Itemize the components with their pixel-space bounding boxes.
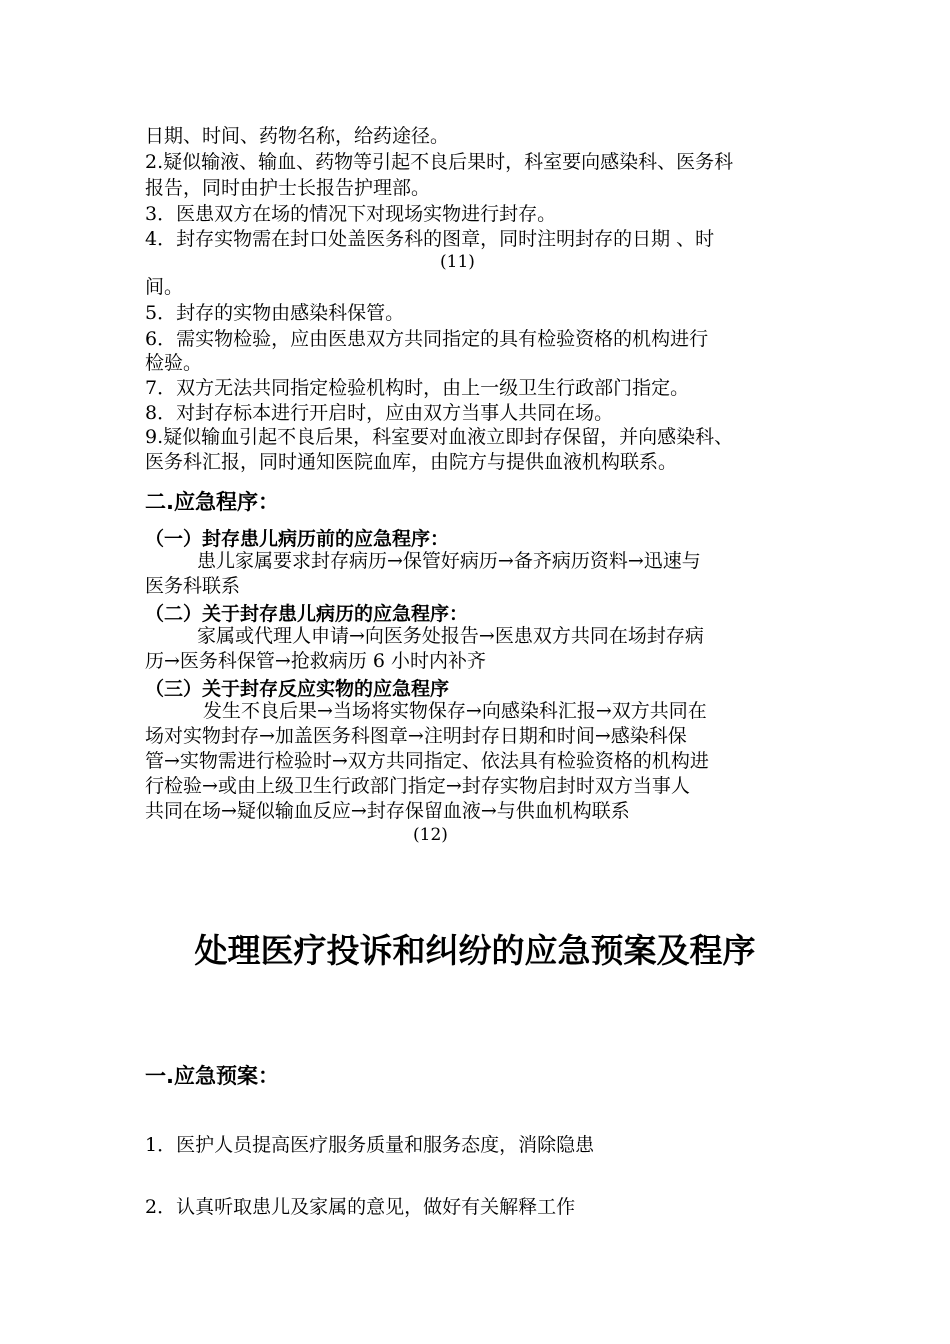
text-line: 2.疑似输液、输血、药物等引起不良后果时，科室要向感染科、医务科 xyxy=(145,151,734,173)
text-line: 家属或代理人申请→向医务处报告→医患双方共同在场封存病 xyxy=(197,625,704,647)
text-line: 发生不良后果→当场将实物保存→向感染科汇报→双方共同在 xyxy=(203,700,707,722)
section-heading: 一.应急预案： xyxy=(145,1064,279,1088)
list-item: 2．认真听取患儿及家属的意见，做好有关解释工作 xyxy=(145,1196,576,1218)
text-line: 管→实物需进行检验时→双方共同指定、依法具有检验资格的机构进 xyxy=(145,750,709,772)
text-line: 行检验→或由上级卫生行政部门指定→封存实物启封时双方当事人 xyxy=(145,775,690,797)
text-line: 报告，同时由护士长报告护理部。 xyxy=(145,177,431,199)
text-line: 医务科联系 xyxy=(145,575,241,597)
text-line: 患儿家属要求封存病历→保管好病历→备齐病历资料→迅速与 xyxy=(197,550,701,572)
text-line: 检验。 xyxy=(145,352,203,374)
section-heading: 二.应急程序： xyxy=(145,490,279,514)
text-line: 日期、时间、药物名称，给药途径。 xyxy=(145,125,450,147)
text-line: 医务科汇报，同时通知医院血库，由院方与提供血液机构联系。 xyxy=(145,451,678,473)
text-line: 共同在场→疑似输血反应→封存保留血液→与供血机构联系 xyxy=(145,800,630,822)
list-item: 1．医护人员提高医疗服务质量和服务态度，消除隐患 xyxy=(145,1134,595,1156)
text-line: 4．封存实物需在封口处盖医务科的图章，同时注明封存的日期 、时 xyxy=(145,228,715,250)
text-line: 9.疑似输血引起不良后果，科室要对血液立即封存保留，并向感染科、 xyxy=(145,426,734,448)
subsection-heading: （二）关于封存患儿病历的应急程序： xyxy=(145,603,469,625)
text-line: 8．对封存标本进行开启时，应由双方当事人共同在场。 xyxy=(145,402,614,424)
text-line: 场对实物封存→加盖医务科图章→注明封存日期和时间→感染科保 xyxy=(145,725,687,747)
page-number: (11) xyxy=(440,252,475,272)
subsection-heading: （一）封存患儿病历前的应急程序： xyxy=(145,528,450,550)
text-line: 3．医患双方在场的情况下对现场实物进行封存。 xyxy=(145,203,557,225)
subsection-heading: （三）关于封存反应实物的应急程序 xyxy=(145,678,450,700)
page-title: 处理医疗投诉和纠纷的应急预案及程序 xyxy=(194,931,756,970)
text-line: 6．需实物检验，应由医患双方共同指定的具有检验资格的机构进行 xyxy=(145,328,709,350)
text-line: 历→医务科保管→抢救病历 6 小时内补齐 xyxy=(145,650,487,672)
page-number: (12) xyxy=(413,825,448,845)
text-line: 7．双方无法共同指定检验机构时，由上一级卫生行政部门指定。 xyxy=(145,377,690,399)
text-line: 间。 xyxy=(145,276,184,298)
text-line: 5．封存的实物由感染科保管。 xyxy=(145,302,405,324)
